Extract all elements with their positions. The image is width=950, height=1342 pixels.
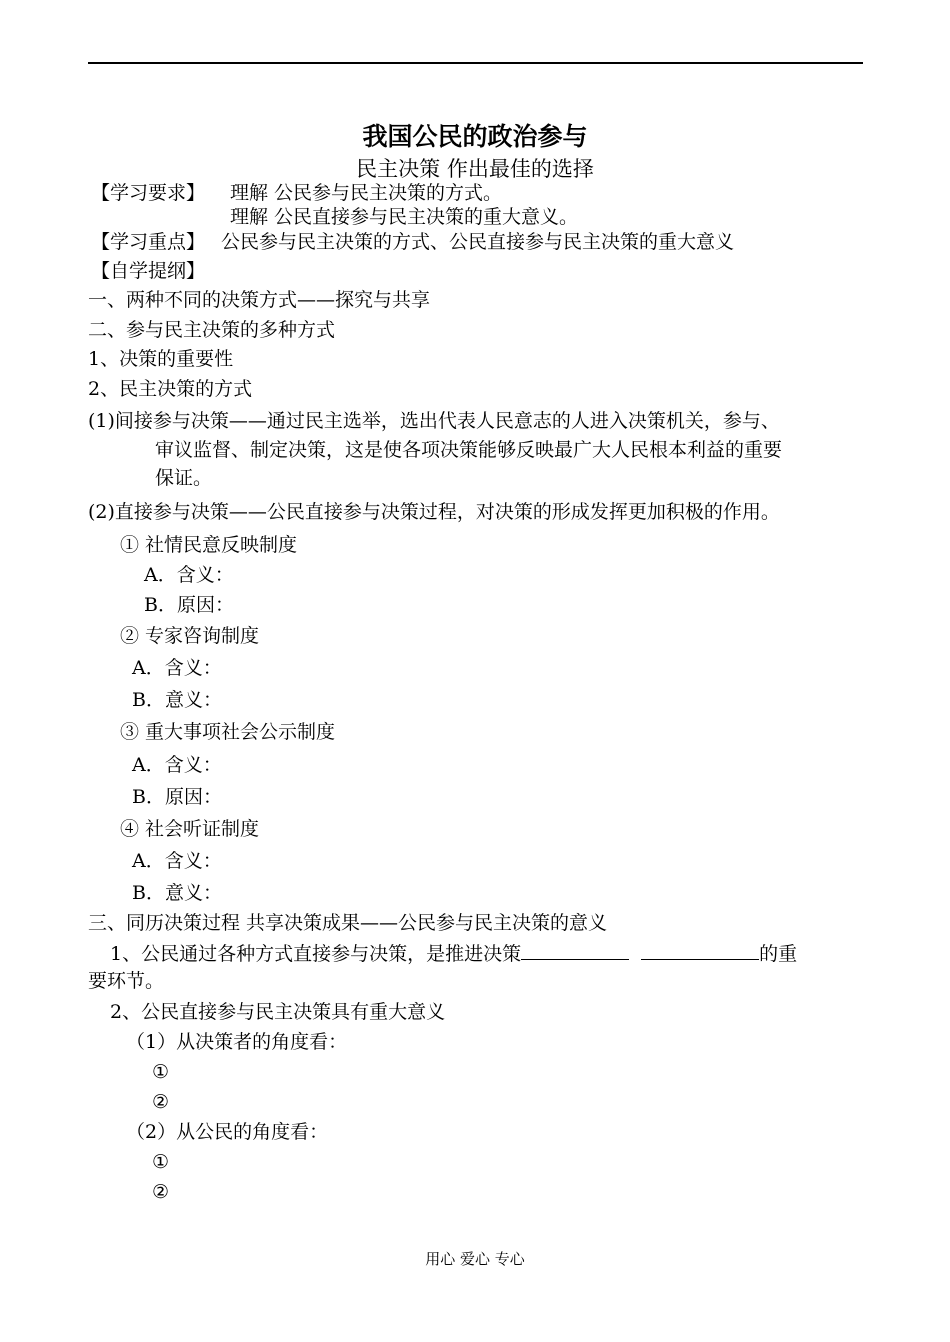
system-2-name: ② 专家咨询制度 [120, 625, 260, 647]
item-1-suffix: 的重 [759, 943, 798, 965]
section-3-item-2: 2、公民直接参与民主决策具有重大意义 [110, 1001, 446, 1023]
decision-maker-marker-2: ② [152, 1091, 170, 1113]
section-1-heading: 一、两种不同的决策方式——探究与共享 [88, 289, 431, 311]
requirements-label: 【学习要求】 [91, 182, 206, 204]
requirements-line-1: 理解 公民参与民主决策的方式。 [230, 182, 503, 204]
decision-maker-marker-1: ① [152, 1061, 170, 1083]
system-3-b: B．原因： [132, 786, 222, 808]
section-3-item-1-cont: 要环节。 [88, 970, 165, 992]
direct-line: (2)直接参与决策——公民直接参与决策过程，对决策的形成发挥更加积极的作用。 [88, 501, 780, 523]
system-3-a: A．含义： [132, 754, 222, 776]
citizen-marker-1: ① [152, 1151, 170, 1173]
citizen-marker-2: ② [152, 1181, 170, 1203]
section-2-item-2: 2、民主决策的方式 [88, 378, 253, 400]
indirect-line-2: 审议监督、制定决策，这是使各项决策能够反映最广大人民根本利益的重要 [155, 439, 783, 461]
indirect-line-1: (1)间接参与决策——通过民主选举，选出代表人民意志的人进入决策机关，参与、 [88, 410, 780, 432]
fill-blank-1[interactable] [521, 941, 629, 960]
focus-label: 【学习重点】 [91, 231, 206, 253]
header-rule [88, 62, 863, 64]
page-title: 我国公民的政治参与 [362, 122, 588, 151]
section-2-heading: 二、参与民主决策的多种方式 [88, 319, 336, 341]
item-1-prefix: 1、公民通过各种方式直接参与决策，是推进决策 [110, 943, 522, 965]
system-1-a: A．含义： [144, 564, 234, 586]
fill-blank-2[interactable] [641, 941, 759, 960]
system-1-b: B．原因： [144, 594, 234, 616]
system-1-name: ① 社情民意反映制度 [120, 534, 298, 556]
focus-text: 公民参与民主决策的方式、公民直接参与民主决策的重大意义 [221, 231, 735, 253]
page-subtitle: 民主决策 作出最佳的选择 [356, 157, 594, 181]
system-4-b: B．意义： [132, 882, 222, 904]
outline-label: 【自学提纲】 [91, 260, 206, 282]
system-3-name: ③ 重大事项社会公示制度 [120, 721, 336, 743]
section-3-item-1 [110, 941, 797, 966]
system-4-a: A．含义： [132, 850, 222, 872]
system-2-b: B．意义： [132, 689, 222, 711]
system-4-name: ④ 社会听证制度 [120, 818, 260, 840]
system-2-a: A．含义： [132, 657, 222, 679]
page-footer: 用心 爱心 专心 [425, 1250, 525, 1268]
decision-maker-label: （1）从决策者的角度看： [126, 1031, 348, 1053]
indirect-line-3: 保证。 [155, 467, 213, 489]
section-2-item-1: 1、决策的重要性 [88, 348, 234, 370]
citizen-label: （2）从公民的角度看： [126, 1121, 329, 1143]
requirements-line-2: 理解 公民直接参与民主决策的重大意义。 [230, 206, 579, 228]
section-3-heading: 三、同历决策过程 共享决策成果——公民参与民主决策的意义 [88, 912, 608, 934]
